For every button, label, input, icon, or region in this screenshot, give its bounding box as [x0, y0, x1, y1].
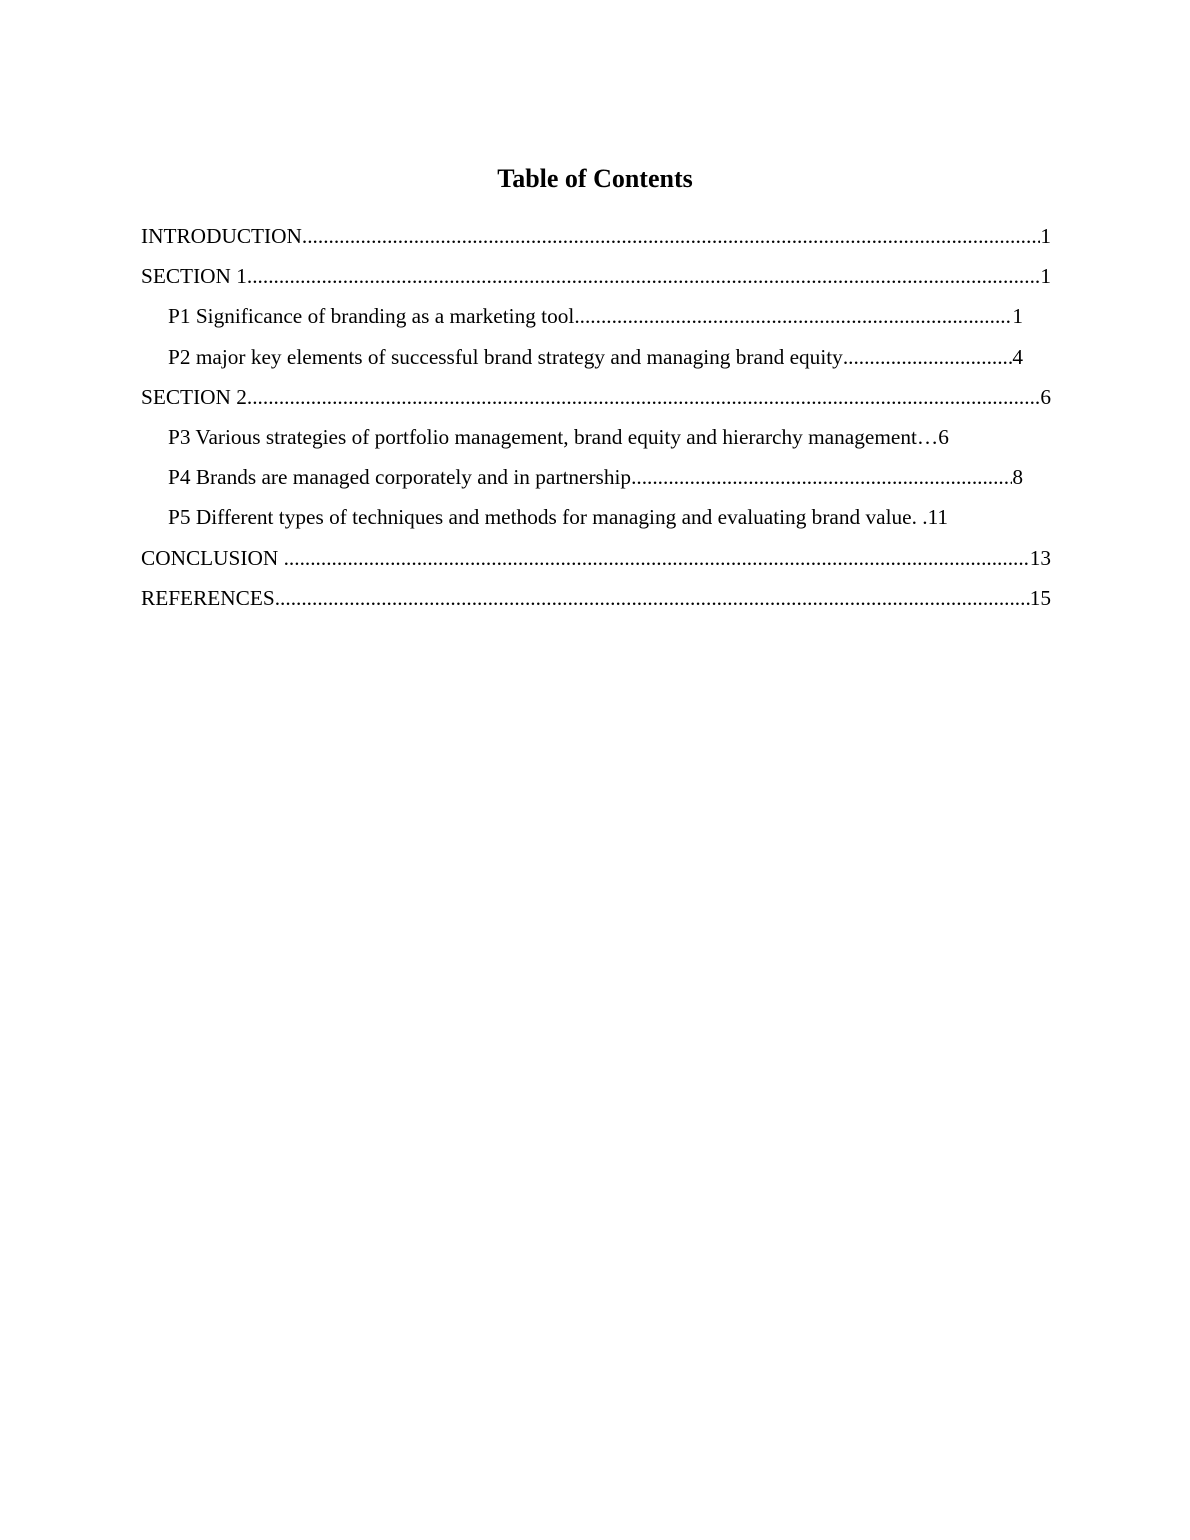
toc-entry-section-2[interactable]	[141, 381, 1051, 421]
toc-entry-page-number: 6	[1040, 384, 1051, 409]
toc-entry-label: SECTION 2	[141, 384, 247, 409]
toc-entry-page-number: 1	[1012, 304, 1023, 329]
dot-leader	[631, 461, 1012, 493]
toc-entry-label: P1 Significance of branding as a marketing tool	[168, 304, 575, 329]
toc-entry-page-number: 6	[938, 424, 949, 449]
dot-leader	[284, 542, 1030, 574]
toc-entry-label: P4 Brands are managed corporately and in partnership	[168, 465, 632, 490]
dot-leader	[843, 341, 1013, 373]
toc-entry-label: INTRODUCTION	[141, 224, 302, 248]
dot-leader	[247, 381, 1040, 413]
toc-title: Table of Contents	[497, 164, 693, 193]
toc-entry-label: REFERENCES	[141, 585, 275, 610]
toc-entry-conclusion[interactable]	[141, 542, 1051, 582]
toc-entry-label: SECTION 1	[141, 264, 247, 289]
toc-entry-label: P5 Different types of techniques and methods for managing and evaluating brand value. .	[168, 505, 928, 530]
dot-leader	[574, 300, 1012, 332]
dot-leader	[247, 260, 1040, 292]
toc-entry-references[interactable]	[141, 582, 1051, 622]
toc-entry-p5[interactable]	[141, 501, 1051, 541]
dot-leader	[275, 582, 1030, 614]
toc-entry-page-number: 11	[927, 505, 949, 530]
toc-entry-section-1[interactable]	[141, 260, 1051, 300]
toc-entry-page-number: 15	[1029, 585, 1051, 610]
toc-entry-introduction[interactable]	[141, 220, 1051, 260]
toc-entry-p2[interactable]	[141, 341, 1051, 381]
toc-entry-page-number: 8	[1012, 465, 1023, 490]
toc-entry-page-number: 1	[1040, 224, 1051, 248]
toc-entry-p4[interactable]	[141, 461, 1051, 501]
toc-entry-page-number: 4	[1012, 344, 1023, 369]
toc-list	[141, 220, 1051, 622]
toc-entry-label: P3 Various strategies of portfolio management, brand equity and hierarchy management…	[168, 424, 939, 449]
toc-entry-p1[interactable]	[141, 300, 1051, 340]
dot-leader	[302, 220, 1040, 252]
toc-entry-page-number: 13	[1029, 545, 1051, 570]
toc-entry-label: P2 major key elements of successful brand strategy and managing brand equity	[168, 344, 843, 369]
toc-entry-label: CONCLUSION	[141, 545, 284, 570]
toc-entry-p3[interactable]	[141, 421, 1051, 461]
toc-entry-page-number: 1	[1040, 264, 1051, 289]
